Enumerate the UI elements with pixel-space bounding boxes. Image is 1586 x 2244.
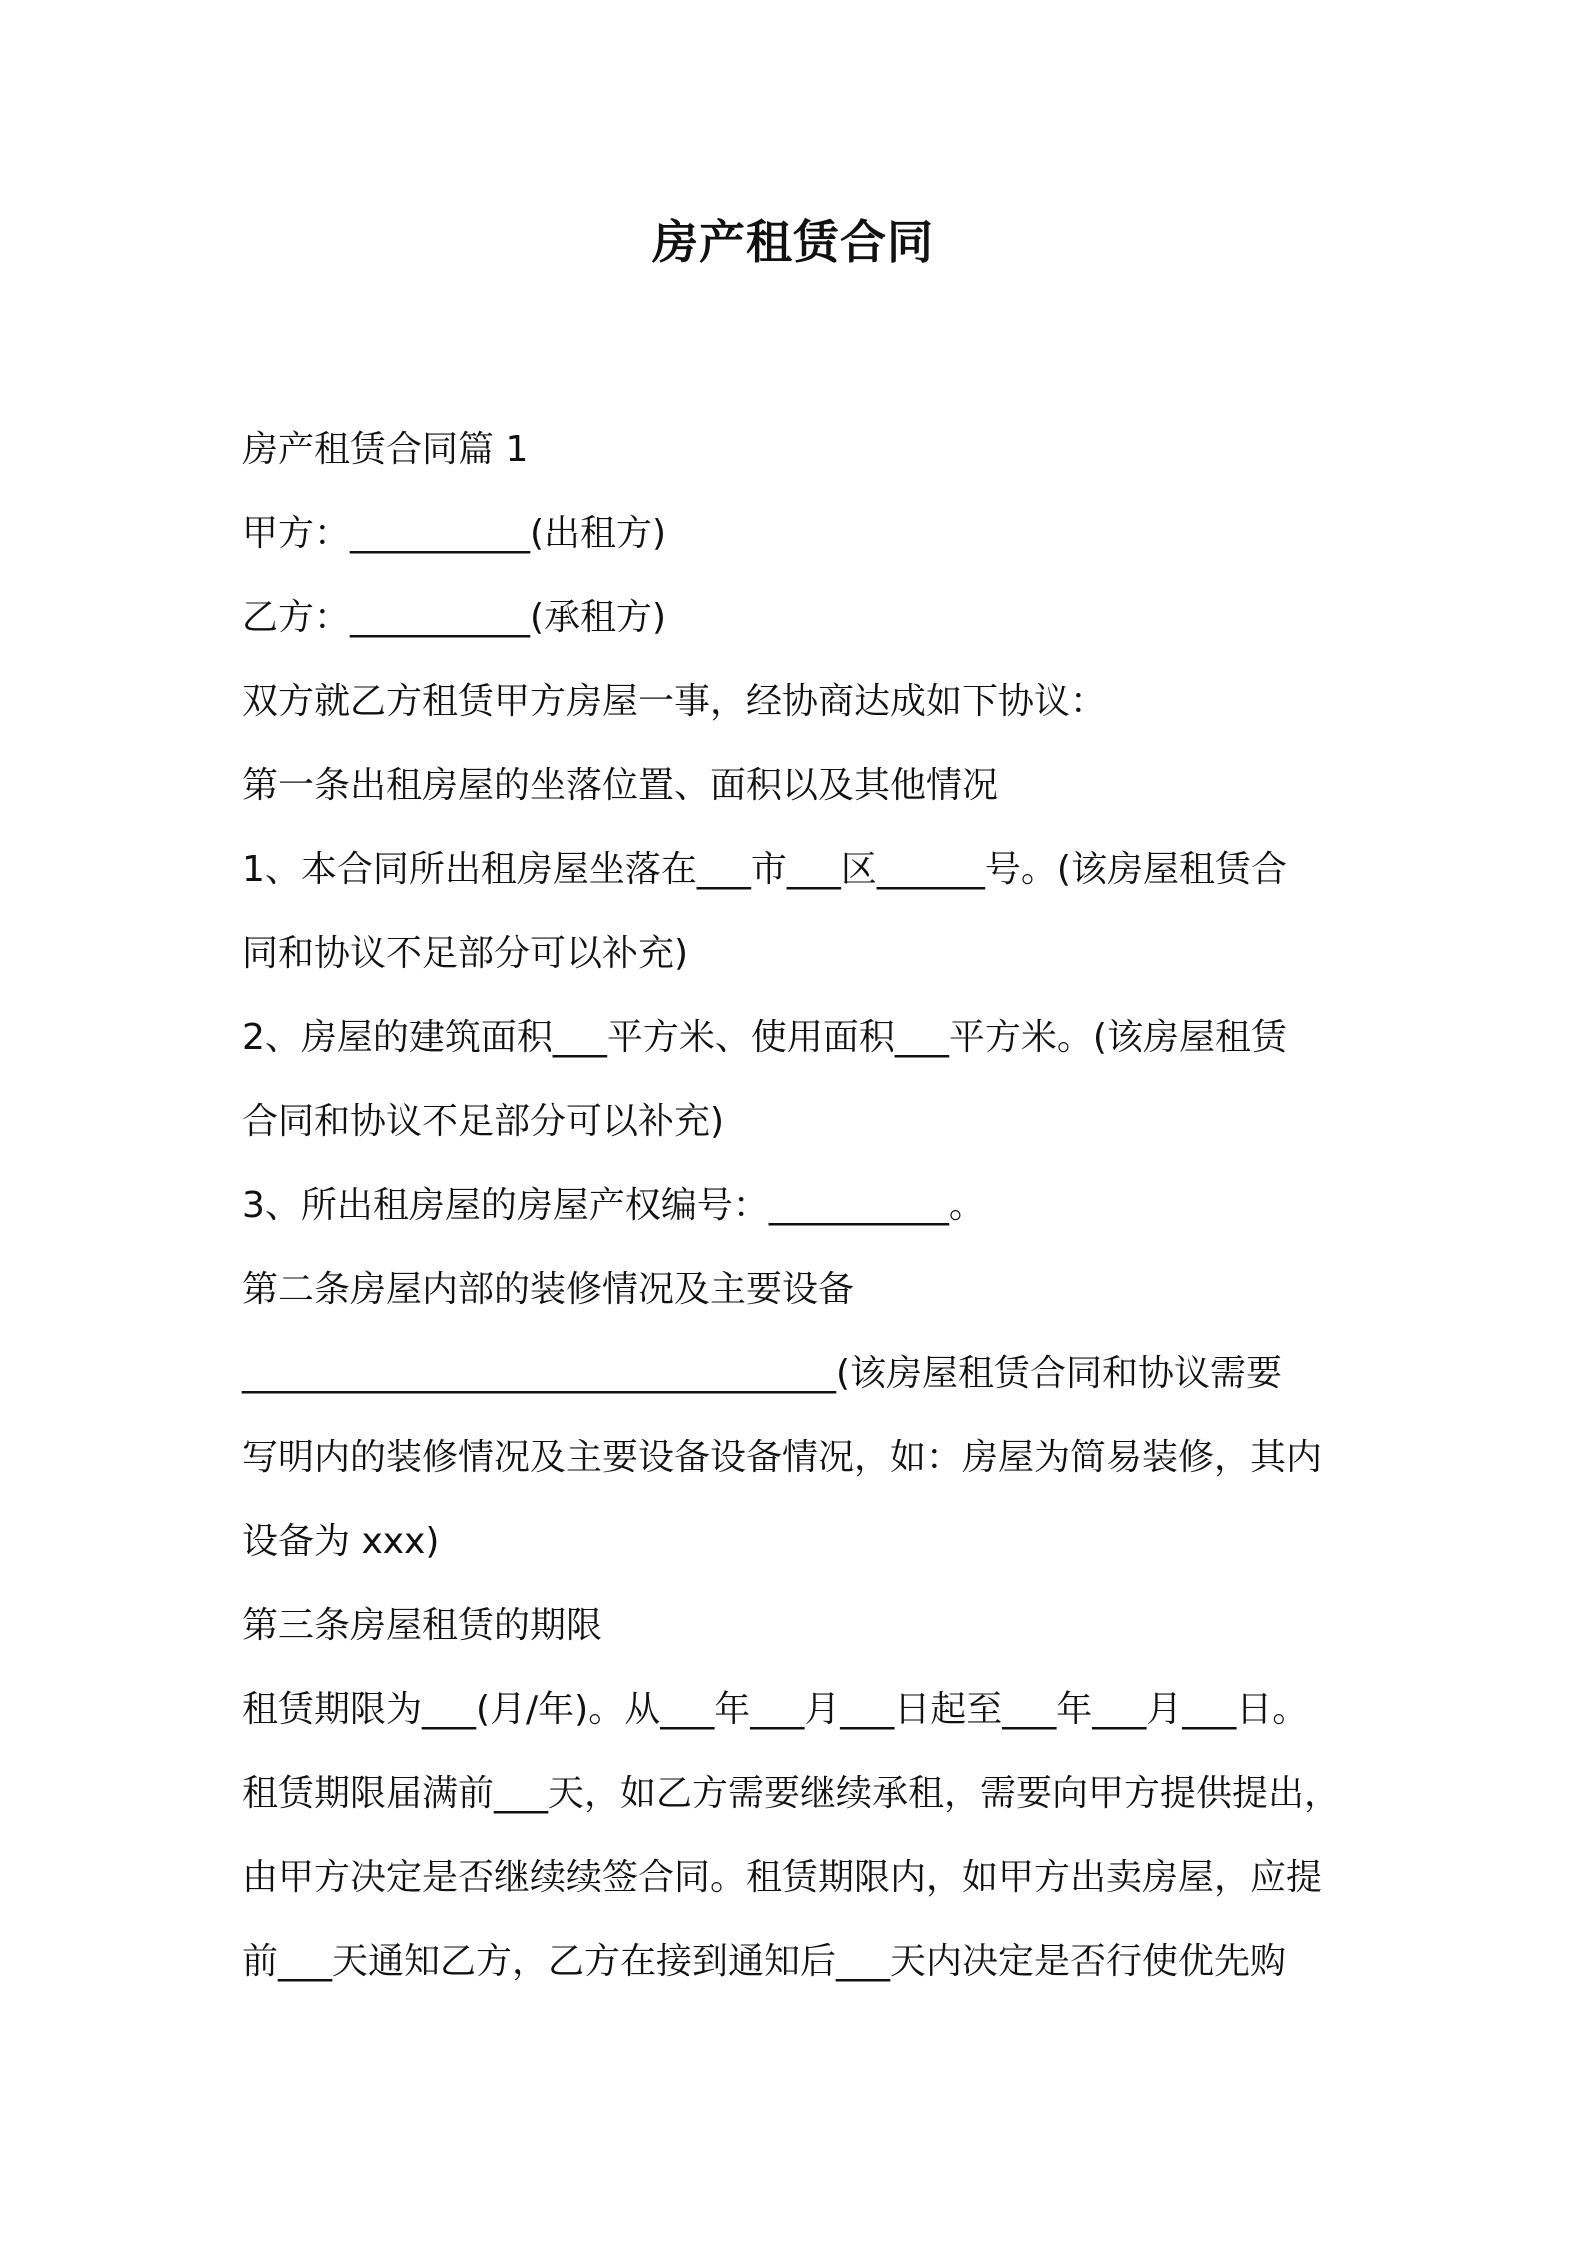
- lease-renewal-line: 租赁期限届满前___天，如乙方需要继续承租，需要向甲方提供提出，: [242, 1773, 1341, 1814]
- article-2-note-cont: 设备为 xxx): [242, 1521, 440, 1562]
- party-a-line: 甲方：__________(出租方): [242, 513, 667, 554]
- lease-notice-line: 前___天通知乙方，乙方在接到通知后___天内决定是否行使优先购: [242, 1941, 1287, 1982]
- article-2-blank-line: _________________________________(该房屋租赁合同和协议需要: [242, 1353, 1283, 1394]
- document-title: 房产租赁合同: [652, 215, 934, 269]
- article-1-item-1-cont: 同和协议不足部分可以补充): [242, 933, 689, 974]
- lease-term-line: 租赁期限为___(月/年)。从___年___月___日起至___年___月___日。: [242, 1689, 1309, 1730]
- section-heading: 房产租赁合同篇 1: [242, 429, 529, 470]
- party-b-line: 乙方：__________(承租方): [242, 597, 667, 638]
- document-body: [242, 408, 1362, 2004]
- agreement-intro: 双方就乙方租赁甲方房屋一事，经协商达成如下协议：: [242, 681, 1107, 722]
- article-2-heading: 第二条房屋内部的装修情况及主要设备: [242, 1269, 855, 1310]
- article-3-heading: 第三条房屋租赁的期限: [242, 1605, 603, 1646]
- article-1-heading: 第一条出租房屋的坐落位置、面积以及其他情况: [242, 765, 999, 806]
- article-1-item-2-cont: 合同和协议不足部分可以补充): [242, 1101, 725, 1142]
- lease-sale-line: 由甲方决定是否继续续签合同。租赁期限内，如甲方出卖房屋，应提: [242, 1857, 1323, 1898]
- article-1-item-2: 2、房屋的建筑面积___平方米、使用面积___平方米。(该房屋租赁: [242, 1017, 1287, 1058]
- article-1-item-1: 1、本合同所出租房屋坐落在___市___区______号。(该房屋租赁合: [242, 849, 1287, 890]
- article-1-item-3: 3、所出租房屋的房屋产权编号：__________。: [242, 1185, 985, 1226]
- article-2-note: 写明内的装修情况及主要设备设备情况，如：房屋为简易装修，其内: [242, 1437, 1323, 1478]
